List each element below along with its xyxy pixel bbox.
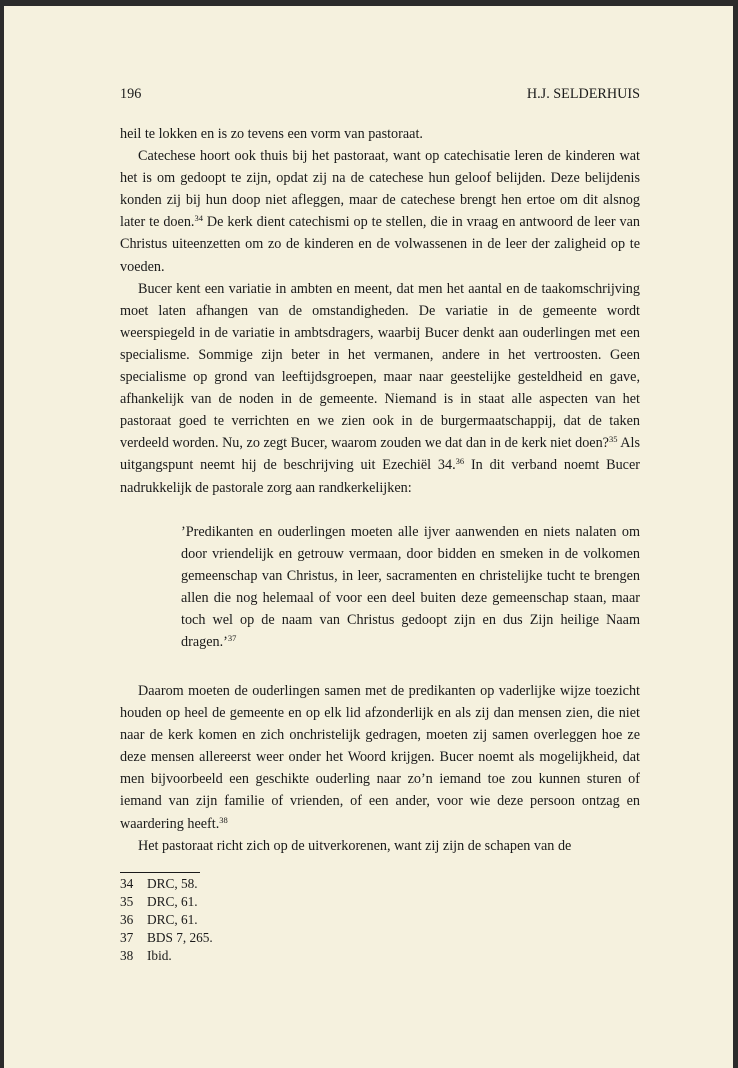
body-text — [120, 123, 640, 499]
running-head-author: H.J. SELDERHUIS — [526, 86, 640, 102]
footnote-ref-36: 36 — [455, 456, 465, 467]
footnote: 34 DRC, 58. — [120, 876, 198, 891]
paragraph-2: Catechese hoort ook thuis bij het pastoraat, want op catechisatie leren de kinderen wat het is om gedoopt te zijn, opdat zij na de catechese hun geloof belijden. Deze belijdenis konden zij bij hun doop niet afleggen, maar de catechese brengt hen ertoe om dit alsnog later te doen.$^{34}$ De kerk dient catechismi op te stellen, die in vraag en antwoord de leer van Christus uiteenzetten om zo de kinderen en de volwassenen in de leer der zaligheid op te voeden. — [120, 148, 640, 275]
footnote: 35 DRC, 61. — [120, 894, 198, 909]
footnote-ref-37: 37 — [227, 633, 237, 644]
book-page — [4, 6, 733, 1068]
paragraph-3: Bucer kent een variatie in ambten en meent, dat men het aantal en de taakomschrijving moet laten afhangen van de omstandigheden. De variatie in de gemeente wordt weerspiegeld in de variatie in ambtsdragers, waarbij Bucer denkt aan ouderlingen met een specialisme. Sommige zijn beter in het vermanen, andere in het vertroosten. Geen specialisme op grond van leeftijdsgroepen, maar naar geestelijke gesteldheid en gave, afhankelijk van de noden in de gemeente. Niemand is in staat alle aspecten van het pastoraat goed te verrichten en we zien ook in de burgermaatschappij, dat de taken verdeeld worden. Nu, zo zegt Bucer, waarom zouden we dat dan in de kerk niet doen?$^{35}$ Als uitgangspunt neemt hij de beschrijving uit Ezechiël 34.36 In dit verband noemt Bucer nadrukkelijk de pastorale zorg aan randkerkelijken: — [120, 280, 641, 496]
footnote: 38 Ibid. — [120, 948, 172, 963]
footnote-ref-35: 35 — [609, 434, 618, 445]
footnote-ref-38: 38 — [219, 814, 228, 825]
paragraph-4: Daarom moeten de ouderlingen samen met de predikanten op vaderlijke wijze toezicht houden op heel de gemeente en op elk lid afzonderlijk en als zij dan mensen zien, die niet naar de kerk komen en zich onchristelijk gedragen, moeten zij samen overleggen hoe ze deze mensen allereerst weer onder het Woord krijgen. Bucer noemt als mogelijkheid, dat men bijvoorbeeld een geschikte ouderling naar zo’n iemand toe zou kunnen sturen of iemand van zijn familie of vrienden, of een ander, voor wie deze persoon ontzag en waardering heeft.$^{38}$ — [120, 683, 640, 832]
footnote-divider — [120, 872, 200, 873]
page-number: 196 — [120, 86, 142, 102]
footnote-ref-34: 34 — [194, 213, 203, 224]
footnote: 36 DRC, 61. — [120, 912, 198, 927]
footnote: 37 BDS 7, 265. — [120, 930, 213, 945]
running-head — [120, 86, 640, 106]
body-text-continued — [120, 680, 640, 857]
block-quote: ’Predikanten en ouderlingen moeten alle ijver aanwenden en niets nalaten om door vriendelijk en getrouw vermaan, door bidden en smeken in de volkomen gemeenschap van Christus, in leer, sacramenten en christelijke tucht te brengen allen die nog helemaal of voor een deel buiten deze gemeenschap staan, maar toch wel op de naam van Christus gedoopt zijn en dus Zijn heilige Naam dragen.’$^{37}$ — [181, 524, 640, 651]
paragraph-1: heil te lokken en is zo tevens een vorm van pastoraat. — [120, 126, 423, 142]
footnotes — [120, 875, 213, 965]
paragraph-5: Het pastoraat richt zich op de uitverkorenen, want zij zijn de schapen van de — [138, 837, 572, 854]
